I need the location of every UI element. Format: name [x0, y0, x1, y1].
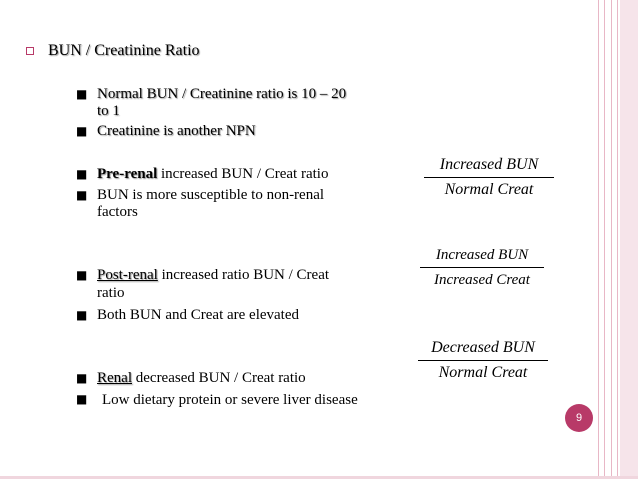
square-bullet-icon: ■	[76, 308, 88, 322]
low-dietary-text: Low dietary protein or severe liver disease	[102, 392, 358, 408]
fraction-renal	[418, 338, 548, 383]
bun-susceptible-line1: BUN is more susceptible to non-renal	[97, 187, 325, 203]
postrenal-line2: ratio	[97, 285, 125, 301]
slide-heading: BUN / Creatinine Ratio	[48, 42, 200, 59]
fraction-numerator: Increased BUN	[439, 156, 539, 173]
fraction-denominator: Normal Creat	[438, 364, 528, 381]
decorative-line	[617, 0, 618, 479]
renal-line	[97, 369, 306, 387]
fraction-bar	[420, 267, 544, 268]
square-bullet-icon: ■	[76, 188, 88, 202]
fraction-postrenal	[420, 245, 544, 290]
prerenal-line	[97, 165, 328, 183]
renal-description: decreased BUN / Creat ratio	[135, 370, 306, 386]
fraction-denominator: Normal Creat	[444, 181, 534, 198]
creatinine-npn-text: Creatinine is another NPN	[97, 123, 256, 139]
fraction-bar	[418, 360, 548, 361]
decorative-line	[611, 0, 612, 479]
fraction-numerator: Decreased BUN	[431, 339, 535, 356]
page-number-badge: 9	[565, 404, 593, 432]
square-bullet-icon: ■	[76, 167, 88, 181]
decorative-line	[598, 0, 599, 479]
square-bullet-icon: ■	[76, 392, 88, 406]
square-bullet-icon: ■	[76, 371, 88, 385]
postrenal-description: increased ratio BUN / Creat	[161, 267, 330, 283]
square-bullet-icon: ■	[76, 124, 88, 138]
prerenal-description: increased BUN / Creat ratio	[161, 166, 329, 182]
fraction-bar	[424, 177, 554, 178]
square-bullet-icon: ■	[76, 87, 88, 101]
normal-ratio-line2: to 1	[97, 103, 120, 119]
fraction-numerator: Increased BUN	[435, 247, 529, 263]
decorative-line	[604, 0, 605, 479]
fraction-denominator: Increased Creat	[434, 272, 530, 288]
hollow-square-bullet-icon	[26, 47, 34, 55]
postrenal-term: Post-renal	[97, 267, 158, 283]
prerenal-term: Pre-renal	[97, 166, 158, 182]
square-bullet-icon: ■	[76, 268, 88, 282]
decorative-band	[620, 0, 638, 479]
normal-ratio-line1: Normal BUN / Creatinine ratio is 10 – 20	[97, 86, 347, 102]
both-elevated-text: Both BUN and Creat are elevated	[97, 307, 300, 323]
fraction-prerenal	[424, 155, 554, 200]
renal-term: Renal	[97, 370, 132, 386]
bun-susceptible-line2: factors	[97, 204, 138, 220]
postrenal-line	[97, 266, 329, 284]
